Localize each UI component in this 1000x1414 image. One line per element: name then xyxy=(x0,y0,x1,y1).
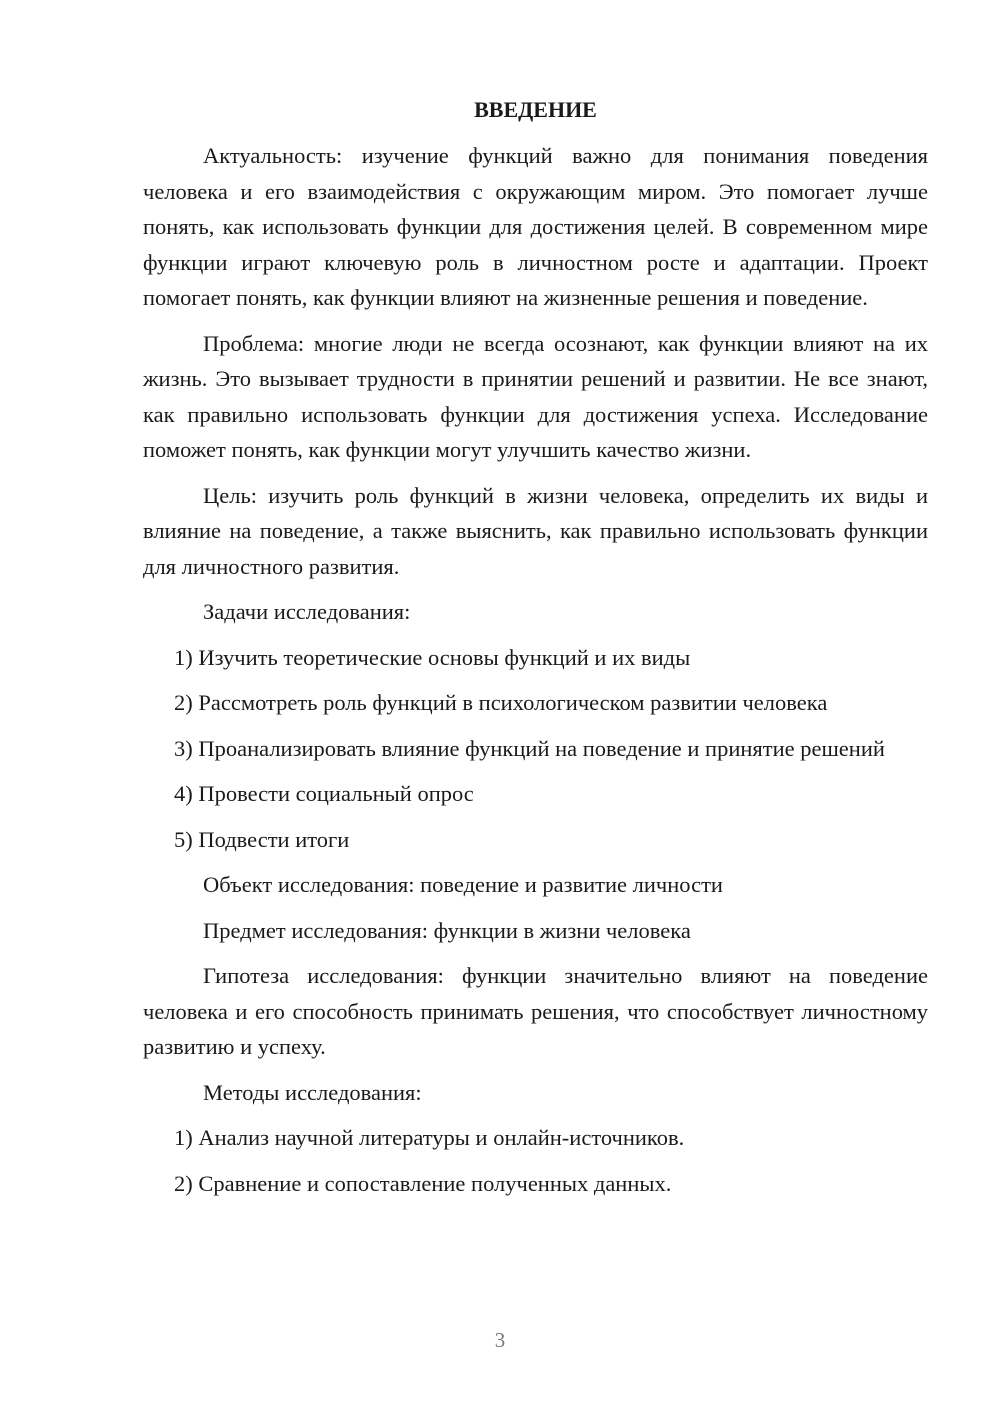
goal-paragraph: Цель: изучить роль функций в жизни человека, определить их виды и влияние на поведение, а также выяснить, как правильно использовать функции для личностного развития. xyxy=(143,482,928,579)
page-title: ВВЕДЕНИЕ xyxy=(474,97,597,122)
methods-heading: Методы исследования: xyxy=(203,1079,422,1105)
relevance-paragraph: Актуальность: изучение функций важно для понимания поведения человека и его взаимодействия с окружающим миром. Это помогает лучше понять, как использовать функции для достижения целей. В современном мире функции играют ключевую роль в личностном росте и адаптации. Проект помогает понять, как функции влияют на жизненные решения и поведение. xyxy=(143,143,928,310)
problem-paragraph: Проблема: многие люди не всегда осознают, как функции влияют на их жизнь. Это вызывает трудности в принятии решений и развитии. Не все знают, как правильно использовать функции для достижения успеха. Исследование поможет понять, как функции могут улучшить качество жизни. xyxy=(143,330,928,462)
methods-list xyxy=(143,1120,928,1201)
page-number: 3 xyxy=(494,1328,506,1352)
method-item: 1) Анализ научной литературы и онлайн-источников. xyxy=(174,1125,685,1150)
object-line: Объект исследования: поведение и развитие личности xyxy=(203,872,723,897)
method-item: 2) Сравнение и сопоставление полученных данных. xyxy=(174,1170,672,1196)
task-item: 5) Подвести итоги xyxy=(174,826,350,852)
document-page xyxy=(143,92,928,1211)
task-item: 1) Изучить теоретические основы функций и их виды xyxy=(174,644,691,670)
hypothesis-paragraph: Гипотеза исследования: функции значительно влияют на поведение человека и его способность принимать решения, что способствует личностному развитию и успеху. xyxy=(143,963,928,1059)
task-item: 2) Рассмотреть роль функций в психологическом развитии человека xyxy=(174,690,828,715)
subject-line: Предмет исследования: функции в жизни человека xyxy=(203,917,691,943)
tasks-list xyxy=(143,640,928,858)
tasks-heading: Задачи исследования: xyxy=(203,599,411,624)
task-item: 4) Провести социальный опрос xyxy=(174,781,474,806)
task-item: 3) Проанализировать влияние функций на поведение и принятие решений xyxy=(174,735,885,761)
